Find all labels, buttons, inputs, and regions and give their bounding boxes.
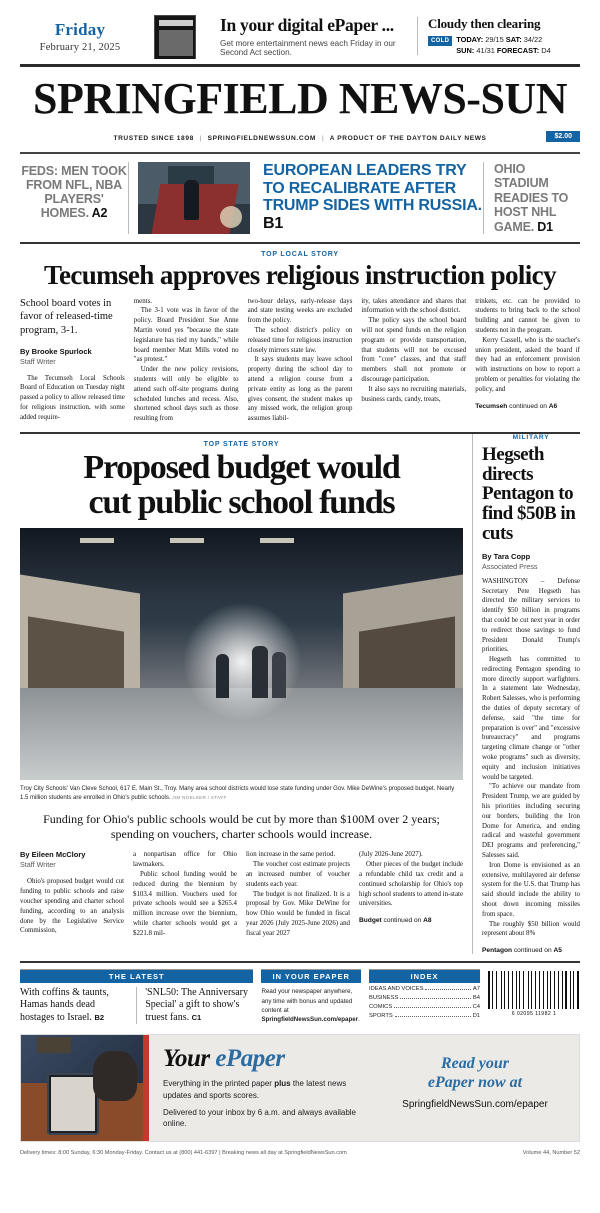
- teaser-european-page: B1: [263, 214, 284, 232]
- paragraph: Kerry Cassell, who is the teacher's union president, asked the board if they had an enforcement provision with instructions on how to report a problem or penalties for violating the policy, and: [475, 336, 580, 393]
- the-latest-box: [20, 969, 253, 1024]
- rail-body: [482, 571, 580, 939]
- epaper-line-4-suffix: .: [358, 1016, 360, 1024]
- date-full: February 21, 2025: [39, 41, 121, 53]
- state-col-1: [20, 850, 124, 938]
- latest-item-1-page: B2: [94, 1012, 105, 1022]
- local-body-3: [248, 297, 353, 424]
- tagline-trusted: TRUSTED SINCE 1898: [113, 135, 194, 142]
- divider: [136, 987, 137, 1024]
- index-page: D1: [472, 1013, 480, 1020]
- local-deck: School board votes in favor of released-time program, 3-1.: [20, 297, 113, 336]
- rail-continued-line[interactable]: [482, 947, 580, 954]
- state-col-2: [133, 850, 237, 938]
- index-dots: [400, 998, 471, 999]
- state-story-photo: [20, 528, 463, 780]
- state-story: [20, 434, 472, 954]
- weather-forecast-value: D4: [541, 45, 551, 55]
- local-continued-label: Tecumseh: [475, 402, 508, 410]
- epaper-promo-headline: In your digital ePaper ...: [220, 15, 394, 35]
- weather-summary: Cloudy then clearing: [428, 15, 541, 31]
- teaser-feds-page: A2: [91, 206, 108, 220]
- skybox: [0, 0, 600, 62]
- state-story-and-rail: [0, 434, 600, 954]
- rail-continued-page: A5: [553, 947, 562, 955]
- local-byrole: Staff Writer: [20, 356, 56, 366]
- state-continued-line[interactable]: [359, 917, 463, 924]
- photo-credit: JIM NOELKER / STAFF: [172, 795, 227, 801]
- tagline-website[interactable]: SPRINGFIELDNEWSSUN.COM: [207, 135, 317, 142]
- state-story-subdeck: Funding for Ohio's public schools would be cut by more than $100M over 2 years; spending on vouchers, charter schools would increase.: [43, 812, 440, 842]
- ad-cta-block[interactable]: [379, 1035, 579, 1141]
- paragraph: The Tecumseh Local Schools Board of Education on Tuesday night passed a policy to allow released time for religious instruction, with some added require-: [20, 374, 125, 421]
- index-row[interactable]: [369, 1010, 480, 1019]
- footer-delivery-info: Delivery times: 8:00 Sunday, 6:30 Monday-Friday. Contact us at (800) 441-6397 | Breaking news all day at SpringfieldNewsSun.com: [20, 1150, 347, 1157]
- ad-title-word-2: ePaper: [215, 1045, 285, 1073]
- index-box: [369, 969, 480, 1019]
- weather-lines: [456, 35, 551, 56]
- ad-line-1-prefix: Everything in the printed paper: [163, 1079, 275, 1089]
- newspaper-title: SPRINGFIELD NEWS-SUN: [33, 74, 567, 123]
- paragraph: Other pieces of the budget include a refundable child tax credit and a continued scholarship for Ohio's top high school students to attend in-state universities.: [359, 861, 463, 908]
- barcode-bars: [488, 971, 580, 1009]
- paragraph: Iron Dome is envisioned as an extensive, multilayered air defense system for the U.S. that Trump has said should include the ability to shoot down incoming missiles from space.: [482, 861, 580, 918]
- paragraph: The policy says the school board will not spend funds on the religion program or provide transportation, that students will not be excused from "core" classes, and that staff members shall not promote or discourage participation.: [361, 317, 467, 383]
- ad-cta-line-1: Read your: [441, 1055, 509, 1073]
- ad-url[interactable]: SpringfieldNewsSun.com/epaper: [402, 1099, 548, 1111]
- local-body-1: [20, 374, 125, 423]
- local-continued-line[interactable]: [475, 403, 580, 410]
- ad-text-block: [149, 1035, 379, 1141]
- epaper-line-2: any time with bonus and updated: [261, 997, 353, 1005]
- latest-item-2[interactable]: [145, 987, 253, 1024]
- tagline-sep-1: |: [199, 135, 202, 142]
- local-continued-text: continued on: [507, 402, 549, 410]
- paragraph: The budget is not finalized. It is a proposal by Gov. Mike DeWine for how Ohio would be funded in fiscal year 2026 (July 2025-June 2026) and fiscal year 2027: [246, 890, 350, 937]
- state-col-3: [246, 850, 350, 938]
- ad-line-1: [163, 1078, 369, 1101]
- military-rail-story: [472, 434, 580, 954]
- teaser-feds-text: FEDS: MEN TOOK FROM NFL, NBA PLAYERS' HOMES.: [21, 164, 127, 220]
- ad-title: [163, 1045, 369, 1073]
- rail-label: MILITARY: [512, 433, 550, 441]
- paragraph: The school district's policy on released time for religious instruction closely mirrors state law.: [247, 327, 353, 354]
- price-badge: $2.00: [546, 131, 580, 142]
- index-name: IDEAS AND VOICES: [369, 986, 424, 993]
- weather-forecast-label: FORECAST:: [496, 45, 540, 55]
- tagline-product: A PRODUCT OF THE DAYTON DAILY NEWS: [329, 135, 487, 142]
- local-col-1: [20, 297, 125, 424]
- state-body-2: [133, 850, 237, 938]
- state-continued-label: Budget: [359, 917, 382, 925]
- paragraph: It says students may leave school property during the school day to attend a religion course from a private entity as long as the parent gives consent, the student makes up any missed work, the religion group assumes liabil-: [247, 356, 353, 423]
- rail-byrole: Associated Press: [482, 561, 538, 571]
- barcode: [488, 969, 580, 1017]
- barcode-digits: 6 02095 11982 1: [511, 1011, 557, 1018]
- footer-volume: Volume 44, Number 52: [522, 1150, 580, 1157]
- paragraph: ments.: [133, 297, 152, 305]
- paragraph: Ohio's proposed budget would cut funding to public schools and raise voucher spending and charter school funding, according to an analysis done by the Legislative Service Commission,: [20, 878, 124, 935]
- state-story-columns: [20, 850, 463, 938]
- epaper-promo[interactable]: [220, 15, 407, 57]
- epaper-box-text: [261, 983, 361, 1024]
- teaser-european-leaders[interactable]: [259, 162, 483, 234]
- index-dots: [425, 989, 470, 990]
- teaser-photo: [138, 162, 250, 234]
- teaser-feds[interactable]: [20, 162, 128, 234]
- index-dots: [394, 1007, 470, 1008]
- teaser-ohio-stadium[interactable]: [484, 162, 580, 234]
- state-col-4: [359, 850, 463, 938]
- weather-sat-label: SAT:: [505, 34, 522, 44]
- teaser-ohio-page: D1: [537, 219, 553, 234]
- ad-line-1-suffix: the latest news updates and sports scores.: [163, 1079, 347, 1100]
- in-your-epaper-box: [261, 969, 361, 1024]
- divider: [128, 162, 129, 234]
- local-continued-page: A6: [548, 402, 558, 410]
- index-row[interactable]: [369, 992, 480, 1001]
- paragraph: ity, takes attendance and shares that information with the school district.: [361, 297, 467, 315]
- ad-photo: [21, 1035, 149, 1141]
- top-local-story-label: TOP LOCAL STORY: [261, 251, 339, 258]
- ad-line-1-bold: plus: [274, 1079, 291, 1089]
- page-footer: [0, 1142, 600, 1156]
- paragraph: "To achieve our mandate from President Trump, we are guided by his priorities including securing our borders, building the Iron Dome for America, and ending radical and wasteful government DEI programs and preferencing," Salesses said.: [482, 783, 580, 860]
- latest-item-2-page: C1: [191, 1012, 202, 1022]
- local-body-5: [475, 297, 580, 395]
- ad-lines: [163, 1073, 369, 1129]
- local-story-columns: [0, 297, 600, 424]
- epaper-promo-sub: Get more entertainment news each Friday in our Second Act section.: [220, 39, 396, 57]
- rail-continued-text: continued on: [512, 947, 554, 955]
- index-name: BUSINESS: [369, 995, 399, 1002]
- photo-caption: [20, 780, 463, 803]
- paragraph: lion increase in the same period.: [246, 851, 336, 859]
- second-act-thumbnail: [140, 13, 212, 59]
- paragraph: (July 2026-June 2027).: [359, 851, 423, 859]
- state-body-1: [20, 877, 124, 936]
- index-page: C4: [472, 1004, 480, 1011]
- ad-line-2: Delivered to your inbox by 6 a.m. and always available online.: [163, 1107, 356, 1129]
- paragraph: WASHINGTON – Defense Secretary Pete Hegseth has directed the military services to identify $50 billion in programs that could be cut next year in order to redirect those savings to fund President Donald Trump's priorities.: [482, 577, 580, 654]
- weather-sun-value: 41/31: [476, 45, 495, 55]
- paragraph: Public school funding would be reduced during the biennium by $103.4 million. Vouchers used for private schools would see a $265.4 million increase over the biennium, while charter schools would get a $221.8 mil-: [133, 870, 237, 937]
- paragraph: The voucher cost estimate projects an increased number of voucher students each year.: [246, 861, 350, 888]
- date-block: [20, 20, 140, 53]
- weather-sun-label: SUN:: [456, 45, 475, 55]
- epaper-line-4-bold: com/epaper: [323, 1016, 359, 1024]
- headline-line-2: cut public school funds: [88, 483, 395, 521]
- top-state-story-label: TOP STATE STORY: [203, 440, 280, 448]
- divider: [417, 17, 418, 55]
- index-page: B4: [472, 995, 480, 1002]
- photo-caption-text: Troy City Schools' Van Cleve School, 617 E. Main St., Troy. Many area school districts would lose state funding under Gov. Mike DeWine's proposed budget. Nearly 1.5 million students are enrolled in Ohio's public schools.: [20, 786, 455, 802]
- paragraph: Under the new policy revisions, students will only be eligible to attend such off-site programs during scheduled lunches and recess. Also, shortened school days such as those resulting from: [133, 366, 239, 423]
- local-col-5: [475, 297, 580, 424]
- state-continued-page: A8: [423, 917, 432, 925]
- paragraph: The 3-1 vote was in favor of the policy. Board President Sue Anne Martin voted yes "because the state legislature has tied my hands," while board member Matt Mills voted no "as protest.": [133, 307, 239, 364]
- weather-today-label: TODAY:: [456, 34, 484, 44]
- weather-block[interactable]: [428, 16, 580, 56]
- teaser-european-text: EUROPEAN LEADERS TRY TO RECALIBRATE AFTER TRUMP SIDES WITH RUSSIA.: [263, 162, 482, 215]
- rail-continued-label: Pentagon: [482, 947, 513, 955]
- top-local-story-headline[interactable]: Tecumseh approves religious instruction policy: [44, 260, 556, 290]
- masthead: [0, 67, 600, 125]
- weather-badge: COLD: [428, 36, 452, 46]
- local-byline: By Brooke Spurlock: [20, 346, 92, 356]
- latest-item-2-text: 'SNL50: The Anniversary Special' a gift to show's truest fans.: [145, 987, 248, 1023]
- weather-sat-value: 34/22: [523, 34, 543, 44]
- bottom-boxes: [0, 963, 600, 1024]
- tagline-sep-2: |: [322, 135, 324, 142]
- paragraph: two-hour delays, early-release days and state testing weeks are excluded from the policy.: [247, 297, 353, 325]
- state-body-4: [359, 850, 463, 909]
- local-body-4: [361, 297, 466, 405]
- index-row[interactable]: [369, 983, 480, 992]
- paragraph: trinkets, etc. can be provided to students to bring back to the school building and cannot be given to students not in the program.: [475, 297, 580, 334]
- state-byrole: Staff Writer: [20, 860, 56, 870]
- rail-byline: By Tara Copp: [482, 551, 531, 561]
- rail-headline[interactable]: Hegseth directs Pentagon to find $50B in cuts: [482, 443, 576, 544]
- headline-line-1: Proposed budget would: [83, 448, 400, 486]
- state-continued-text: continued on: [381, 917, 424, 925]
- paragraph: It also says no recruiting materials, business cards, candy, treats,: [361, 385, 467, 403]
- ad-cta: [379, 1055, 571, 1092]
- index-row[interactable]: [369, 1001, 480, 1010]
- weather-today-value: 29/15: [485, 34, 504, 44]
- state-body-3: [246, 850, 350, 938]
- epaper-advertisement[interactable]: [20, 1034, 580, 1142]
- index-page: A7: [472, 986, 480, 993]
- epaper-line-3-prefix: content at: [261, 1006, 289, 1014]
- paragraph: a nonpartisan office for Ohio lawmakers.: [133, 851, 237, 869]
- index-name: SPORTS: [369, 1013, 393, 1020]
- index-name: COMICS: [369, 1004, 393, 1011]
- ad-title-word-1: Your: [163, 1045, 210, 1073]
- in-your-epaper-header: IN YOUR EPAPER: [261, 970, 361, 983]
- index-dots: [395, 1016, 471, 1017]
- date-day: Friday: [54, 19, 106, 39]
- latest-item-1[interactable]: [20, 987, 128, 1024]
- local-col-4: [361, 297, 466, 424]
- top-state-story-headline[interactable]: [20, 448, 463, 528]
- ad-cta-line-2: ePaper now at: [427, 1073, 523, 1091]
- paragraph: The roughly $50 billion would represent about 8%: [482, 920, 580, 938]
- masthead-tagline: [0, 125, 600, 148]
- local-col-3: [248, 297, 353, 424]
- latest-item-1-text: With coffins & taunts, Hamas hands dead hostages to Israel.: [20, 987, 109, 1023]
- teaser-row: [0, 154, 600, 242]
- local-body-2: [134, 297, 239, 424]
- paragraph: Hegseth has committed to redirecting Pentagon spending to more directly support warfighters. In a statement late Wednesday, Robert Salesses, who is performing the duties of deputy secretary of defense, said "the time for preparation is over" and "excessive bureaucracy" and programs targeting climate change or "other woke programs" such as diversity, equity and inclusion initiatives would be targeted.: [482, 656, 580, 781]
- the-latest-header: THE LATEST: [20, 970, 253, 983]
- local-col-2: [134, 297, 239, 424]
- epaper-line-1: Read your newspaper anywhere,: [261, 988, 353, 996]
- state-byline: By Eileen McClory: [20, 850, 86, 860]
- teaser-ohio-text: OHIO STADIUM READIES TO HOST NHL GAME.: [494, 162, 569, 234]
- index-header: INDEX: [369, 970, 480, 983]
- epaper-line-3-bold: SpringfieldNewsSun.: [261, 1016, 324, 1024]
